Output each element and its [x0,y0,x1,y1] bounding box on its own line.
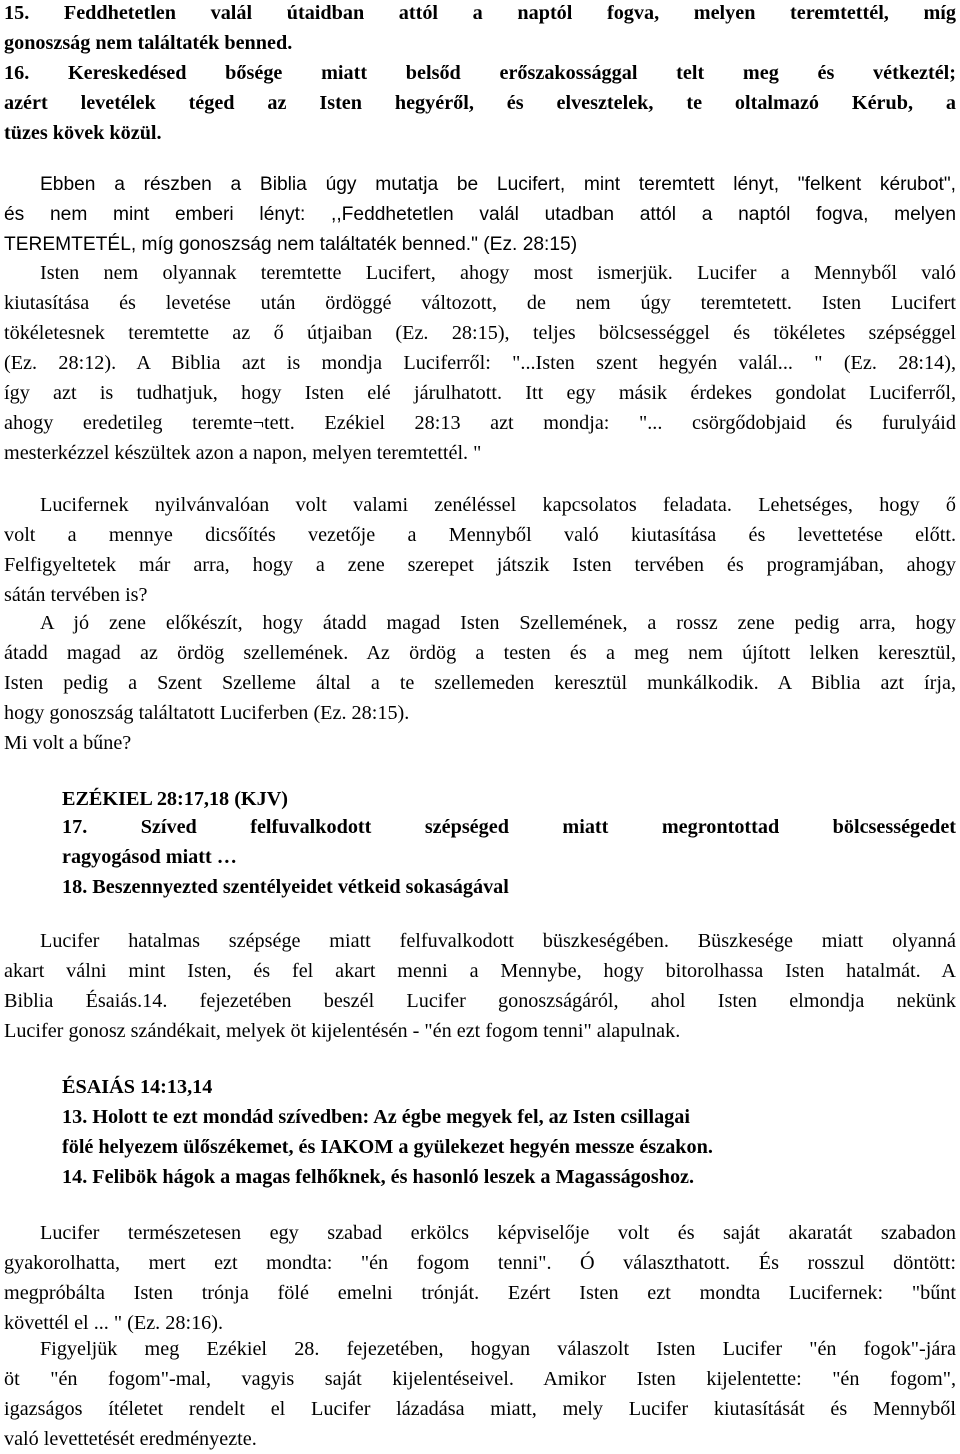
paragraph-creation-line-2: kiutasítása és levetése után ördöggé változott, de nem úgy teremtetett. Isten Lucifert [4,292,956,314]
paragraph-judgement-line-4: való levettetését eredményezte. [4,1428,257,1450]
paragraph-pride-line-3: Biblia Ésaiás.14. fejezetében beszél Lucifer gonoszságáról, ahol Isten elmondja nekünk [4,990,956,1012]
paragraph-choice-line-3: megpróbálta Isten trónja fölé emelni trónját. Ezért Isten ezt mondta Lucifernek: "bűnt [4,1282,956,1304]
paragraph-creation-line-4: (Ez. 28:12). A Biblia azt is mondja Luciferről: "...Isten szent hegyén valál... " (Ez. 28:14), [4,352,956,374]
paragraph-music [4,490,956,610]
ezekiel-verse-lines [62,812,956,902]
esaias-verses [62,1072,956,1192]
paragraph-intro [4,170,956,260]
paragraph-creation-line-5: így azt is tudhatjuk, hogy Isten elé járulhatott. Itt egy másik érdekes gondolat Luciferről, [4,382,956,404]
verse-16-line-1: 16. Kereskedésed bősége miatt belsőd erőszakossággal telt meg és vétkeztél; [4,62,956,84]
paragraph-spirit-line-4: hogy gonoszság találtatott Luciferben (Ez. 28:15). [4,702,410,724]
paragraph-judgement-line-3: igazságos ítéletet rendelt el Lucifer lázadása miatt, mely Lucifer kiutasítását és Mennyből [4,1398,956,1420]
paragraph-spirit-question: Mi volt a bűne? [4,732,132,754]
verse-16-line-2: azért levetélek téged az Isten hegyéről, és elvesztelek, te oltalmazó Kérub, a [4,92,956,114]
paragraph-spirit [4,608,956,758]
paragraph-choice [4,1218,956,1338]
esaias-verse-13-line-1: 13. Holott te ezt mondád szívedben: Az égbe megyek fel, az Isten csillagai [62,1106,690,1128]
ezekiel-verse-17-line-2: ragyogásod miatt … [62,846,237,868]
paragraph-pride-line-2: akart válni mint Isten, és fel akart menni a Mennybe, hogy bitorolhassa Isten hatalmát. A [4,960,956,982]
paragraph-pride [4,926,956,1046]
paragraph-judgement-line-1: Figyeljük meg Ezékiel 28. fejezetében, hogyan válaszolt Isten Lucifer "én fogok"-jára [40,1338,956,1360]
verse-15-line-1: 15. Feddhetetlen valál útaidban attól a naptól fogva, melyen teremtettél, míg [4,2,956,24]
paragraph-intro-line-3: TEREMTETÉL, míg gonoszság nem találtaték benned." (Ez. 28:15) [4,234,578,255]
paragraph-pride-line-1: Lucifer hatalmas szépsége miatt felfuvalkodott büszkeségében. Büszkesége miatt olyanná [40,930,956,952]
ezekiel-verse-17-line-1: 17. Szíved felfuvalkodott szépséged miatt megrontottad bölcsességedet [62,816,956,838]
verses-top [4,0,956,148]
paragraph-judgement-line-2: öt "én fogom"-mal, vagyis saját kijelentéseivel. Amikor Isten kijelentette: "én fogom", [4,1368,956,1390]
paragraph-music-line-2: volt a mennye dicsőítés vezetője a Mennyből való kiutasítása és levettetése előtt. [4,524,956,546]
paragraph-intro-line-2: és nem mint emberi lényt: ,,Feddhetetlen valál utadban attól a naptól fogva, melyen [4,204,956,225]
paragraph-judgement [4,1334,956,1454]
paragraph-creation-line-6: ahogy eredetileg teremte¬tett. Ezékiel 28:13 azt mondja: "... csörgődobjaid és furulyáid [4,412,956,434]
paragraph-pride-line-4: Lucifer gonosz szándékait, melyek öt kijelentésén - "én ezt fogom tenni" alapulnak. [4,1020,681,1042]
paragraph-intro-line-1: Ebben a részben a Biblia úgy mutatja be Lucifert, mint teremtett lényt, "felkent kérubot", [40,174,956,195]
ezekiel-heading: EZÉKIEL 28:17,18 (KJV) [62,788,289,810]
ezekiel-verse-18: 18. Beszennyezted szentélyeidet vétkeid sokaságával [62,876,509,898]
paragraph-spirit-line-2: átadd magad az ördög szellemének. Az ördög a testen és a meg nem újított lelken keresztül, [4,642,956,664]
esaias-verse-13-line-2: fölé helyezem ülőszékemet, és IAKOM a gyülekezet hegyén messze északon. [62,1136,713,1158]
ezekiel-verses [62,784,956,814]
paragraph-music-line-4: sátán tervében is? [4,584,148,606]
verse-15-line-2: gonoszság nem találtaték benned. [4,32,293,54]
paragraph-choice-line-1: Lucifer természetesen egy szabad erkölcs képviselője volt és saját akaratát szabadon [40,1222,956,1244]
paragraph-choice-line-4: követtél el ... " (Ez. 28:16). [4,1312,224,1334]
esaias-heading: ÉSAIÁS 14:13,14 [62,1076,213,1098]
paragraph-creation-line-3: tökéletesnek teremtette az ő útjaiban (Ez. 28:15), teljes bölcsességgel és tökéletes szépséggel [4,322,956,344]
esaias-verse-14: 14. Felibök hágok a magas felhőknek, és hasonló leszek a Magasságoshoz. [62,1166,695,1188]
paragraph-spirit-line-3: Isten pedig a Szent Szelleme által a te szellemeden keresztül munkálkodik. A Biblia azt írja, [4,672,956,694]
paragraph-creation-line-1: Isten nem olyannak teremtette Lucifert, ahogy most ismerjük. Lucifer a Mennyből való [40,262,956,284]
paragraph-creation [4,258,956,468]
paragraph-music-line-3: Felfigyeltetek már arra, hogy a zene szerepet játszik Isten tervében és programjában, ahogy [4,554,956,576]
verse-16-line-3: tüzes kövek közül. [4,122,162,144]
paragraph-music-line-1: Lucifernek nyilvánvalóan volt valami zenéléssel kapcsolatos feladata. Lehetséges, hogy ő [40,494,956,516]
paragraph-choice-line-2: gyakorolhatta, mert ezt mondta: "én fogom tenni". Ó választhatott. És rosszul döntött: [4,1252,956,1274]
paragraph-spirit-line-1: A jó zene előkészít, hogy átadd magad Isten Szellemének, a rossz zene pedig arra, hogy [40,612,956,634]
paragraph-creation-line-7: mesterkézzel készültek azon a napon, melyen teremtettél. " [4,442,482,464]
